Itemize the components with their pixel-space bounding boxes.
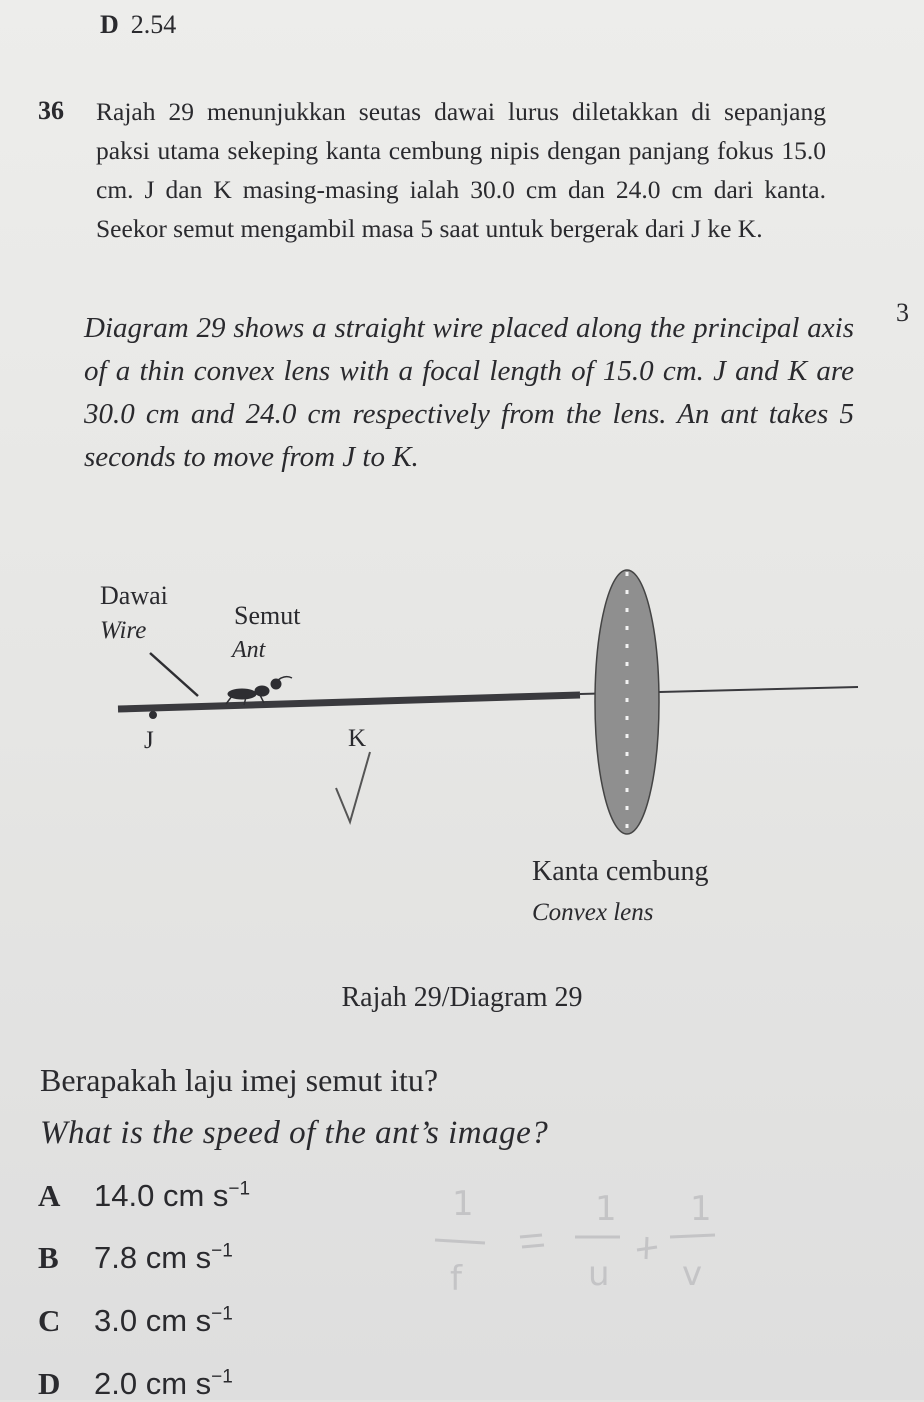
option-value: 3.0 cm s — [94, 1303, 212, 1338]
ant-label-malay: Semut — [234, 601, 301, 630]
option-letter: C — [38, 1303, 61, 1338]
option-letter: B — [38, 1240, 59, 1275]
principal-axis — [118, 695, 580, 709]
option-value: 14.0 cm s — [94, 1178, 229, 1213]
fraction-bar-3 — [670, 1235, 715, 1237]
formula-numerator-3: 1 — [690, 1189, 712, 1229]
formula-numerator-1: 1 — [452, 1184, 474, 1224]
fraction-bar-1 — [435, 1240, 485, 1243]
prompt-english: What is the speed of the ant’s image? — [40, 1115, 549, 1151]
handwritten-lens-formula — [430, 1175, 730, 1305]
equals-sign — [520, 1235, 542, 1237]
question-text-english: Diagram 29 shows a straight wire placed along the principal axis of a thin convex lens with a focal length of 15.0 cm. J and K are 30.0 cm and 24.0 cm respectively from the lens. An ant takes 5 seconds to move from J to K. — [84, 312, 854, 473]
equals-sign-lower — [522, 1245, 544, 1247]
lens-label-english: Convex lens — [532, 899, 654, 926]
lens-label-malay: Kanta cembung — [532, 856, 709, 887]
formula-denominator-1: f — [450, 1259, 462, 1299]
diagram-caption: Rajah 29/Diagram 29 — [341, 982, 583, 1013]
tick-mark — [336, 752, 370, 822]
wire-pointer-line — [150, 653, 198, 696]
option-value: 2.54 — [130, 10, 177, 39]
option-exponent: −1 — [211, 1240, 233, 1262]
point-k-label: K — [348, 725, 367, 752]
answer-option-d[interactable] — [38, 1366, 233, 1402]
option-exponent: −1 — [211, 1303, 233, 1325]
point-j-marker — [149, 711, 157, 719]
ant-label-english: Ant — [232, 637, 266, 663]
previous-answer-option — [100, 10, 176, 40]
lens-diagram — [0, 550, 924, 1000]
question-number: 36 — [38, 96, 64, 125]
answer-option-c[interactable] — [38, 1303, 233, 1339]
option-exponent: −1 — [228, 1178, 251, 1200]
margin-mark: 3 — [896, 298, 909, 327]
formula-denominator-2: u — [588, 1254, 610, 1294]
formula-denominator-3: v — [682, 1254, 703, 1294]
convex-lens — [595, 570, 659, 834]
question-text-malay: Rajah 29 menunjukkan seutas dawai lurus diletakkan di sepanjang paksi utama sekeping kanta cembung nipis dengan panjang fokus 15.0 cm. J dan K masing-masing ialah 30.0 cm dan 24.0 cm dari kanta. Seekor semut mengambil masa 5 saat untuk bergerak dari J ke K. — [96, 97, 826, 243]
option-letter: D — [38, 1366, 61, 1401]
option-value: 7.8 cm s — [94, 1240, 212, 1275]
answer-option-a[interactable] — [38, 1178, 250, 1214]
prompt-malay: Berapakah laju imej semut itu? — [40, 1062, 439, 1098]
option-letter: A — [38, 1178, 61, 1213]
option-exponent: −1 — [211, 1366, 233, 1388]
option-letter: D — [100, 10, 119, 39]
point-j-label: J — [144, 727, 154, 754]
option-value: 2.0 cm s — [94, 1366, 212, 1401]
wire-label-malay: Dawai — [100, 581, 168, 610]
answer-option-b[interactable] — [38, 1240, 233, 1276]
formula-numerator-2: 1 — [595, 1189, 617, 1229]
plus-sign-v — [646, 1237, 647, 1259]
wire-label-english: Wire — [100, 617, 147, 644]
